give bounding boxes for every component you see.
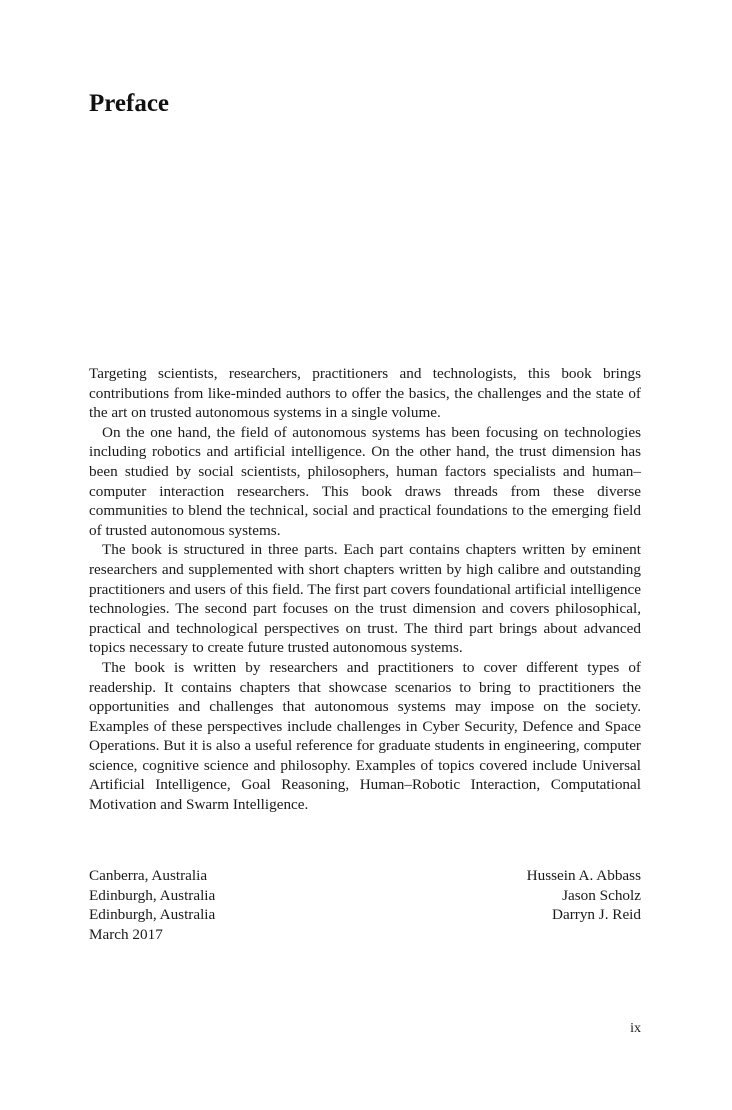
paragraph: The book is structured in three parts. Each part contains chapters written by eminent researchers and supplemented with short chapters written by high calibre and outstanding practitioners and users of this field. The first part covers foundational artificial intelligence technologies. The second part focuses on the trust dimension and covers philosophical, practical and technological perspectives on trust. The third part brings about advanced topics necessary to create future trusted autonomous systems. — [89, 541, 641, 657]
page-title: Preface — [89, 90, 170, 117]
signature-places — [89, 866, 215, 944]
paragraph: On the one hand, the field of autonomous systems has been focusing on technologies including robotics and artificial intelligence. On the other hand, the trust dimension has been studied by social scientists, philosophers, human factors specialists and human–computer interaction researchers. This book draws threads from these diverse communities to blend the technical, social and practical foundations to the emerging field of trusted autonomous systems. — [89, 423, 641, 539]
preface-body — [89, 364, 641, 815]
paragraph: Targeting scientists, researchers, practitioners and technologists, this book brings contributions from like-minded authors to offer the basics, the challenges and the state of the art on trusted autonomous systems in a single volume. — [89, 365, 641, 422]
place: Canberra, Australia — [89, 867, 208, 884]
signature-authors — [527, 866, 641, 944]
paragraph: The book is written by researchers and practitioners to cover different types of readership. It contains chapters that showcase scenarios to bring to practitioners the opportunities and challenges that autonomous systems may impose on the society. Examples of these perspectives include challenges in Cyber Security, Defence and Space Operations. But it is also a useful reference for graduate students in engineering, computer science, cognitive science and philosophy. Examples of topics covered include Universal Artificial Intelligence, Goal Reasoning, Human–Robotic Interaction, Computational Motivation and Swarm Intelligence. — [89, 658, 641, 814]
page-number: ix — [630, 1021, 641, 1036]
place: Edinburgh, Australia — [89, 886, 216, 904]
author: Hussein A. Abbass — [526, 867, 641, 884]
date: March 2017 — [89, 925, 163, 943]
place: Edinburgh, Australia — [89, 906, 216, 924]
author: Jason Scholz — [562, 886, 641, 904]
signature-block — [89, 866, 641, 944]
author: Darryn J. Reid — [552, 906, 641, 924]
